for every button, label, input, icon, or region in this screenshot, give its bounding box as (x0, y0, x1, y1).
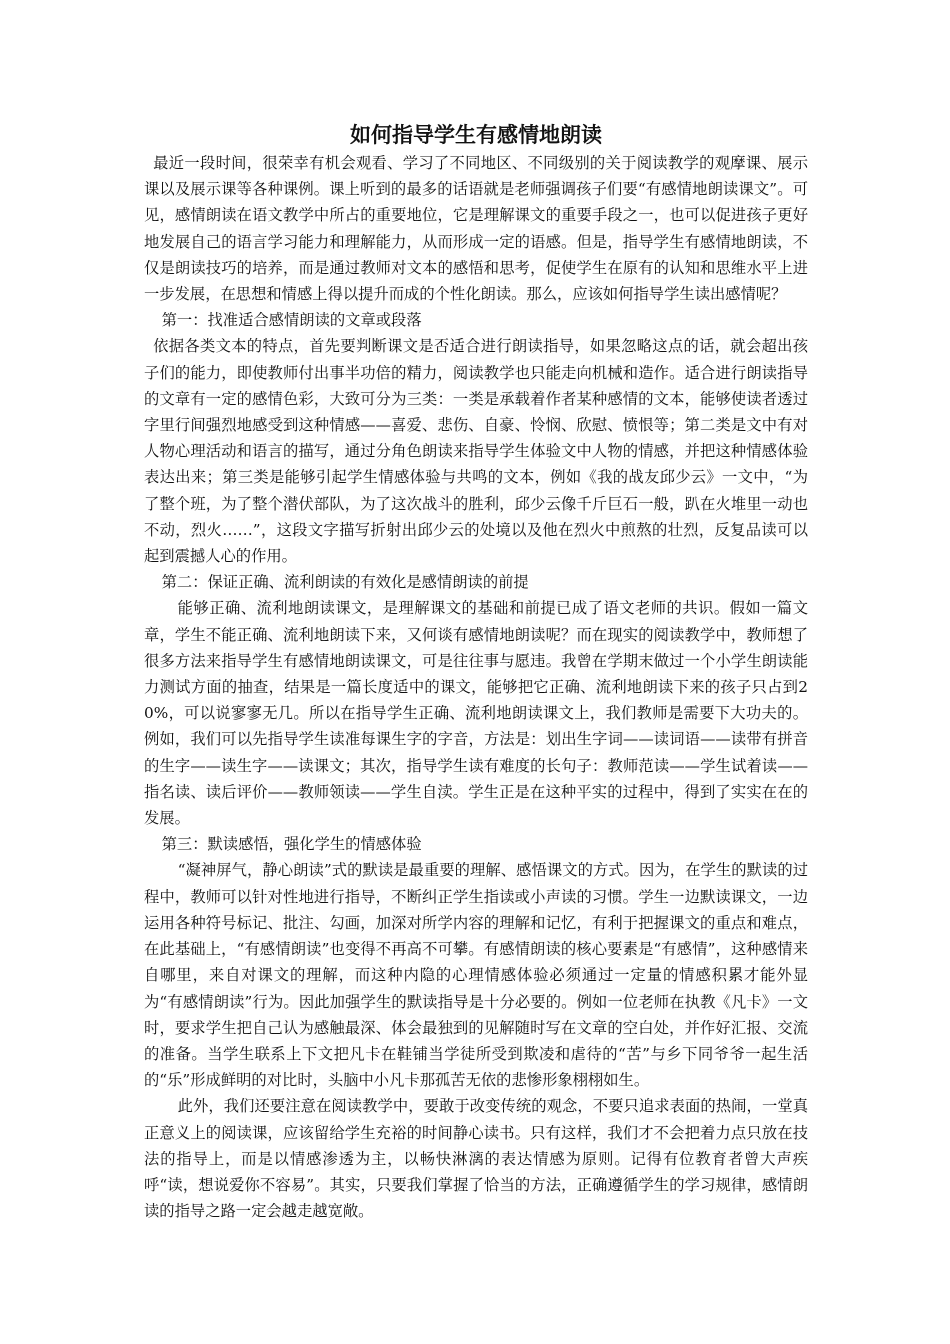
section-1-paragraph: 依据各类文本的特点，首先要判断课文是否适合进行朗读指导，如果忽略这点的话，就会超出孩子们的能力，即使教师付出事半功倍的精力，阅读教学也只能走向机械和造作。适合进行朗读指导的文章有一定的感情色彩，大致可分为三类：一类是承载着作者某种感情的文本，能够使读者透过字里行间强烈地感受到这种情感——喜爱、悲伤、自豪、怜悯、欣慰、愤恨等；第二类是文中有对人物心理活动和语言的描写，通过分角色朗读来指导学生体验文中人物的情感，并把这种情感体验表达出来；第三类是能够引起学生情感体验与共鸣的文本，例如《我的战友邱少云》一文中，“为了整个班，为了整个潜伏部队，为了这次战斗的胜利，邱少云像千斤巨石一般，趴在火堆里一动也不动，烈火……”，这段文字描写折射出邱少云的处境以及他在烈火中煎熬的壮烈，反复品读可以起到震撼人心的作用。 (144, 337, 808, 566)
section-heading-1: 第一：找准适合感情朗读的文章或段落 (161, 311, 422, 330)
intro-paragraph: 最近一段时间，很荣幸有机会观看、学习了不同地区、不同级别的关于阅读教学的观摩课、展示课以及展示课等各种课例。课上听到的最多的话语就是老师强调孩子们要“有感情地朗读课文”。可见，感情朗读在语文教学中所占的重要地位，它是理解课文的重要手段之一，也可以促进孩子更好地发展自己的语言学习能力和理解能力，从而形成一定的语感。但是，指导学生有感情地朗读，不仅是朗读技巧的培养，而是通过教师对文本的感悟和思考，促使学生在原有的认知和思维水平上进一步发展，在思想和情感上得以提升而成的个性化朗读。那么，应该如何指导学生读出感情呢？ (144, 154, 808, 304)
section-heading-2: 第二：保证正确、流利朗读的有效化是感情朗读的前提 (161, 573, 529, 592)
document-title: 如何指导学生有感情地朗读 (350, 123, 602, 147)
document-page (144, 120, 808, 1224)
section-heading-3: 第三：默读感悟，强化学生的情感体验 (161, 835, 422, 854)
section-3-paragraph: “凝神屏气，静心朗读”式的默读是最重要的理解、感悟课文的方式。因为，在学生的默读的过程中，教师可以针对性地进行指导，不断纠正学生指读或小声读的习惯。学生一边默读课文，一边运用各种符号标记、批注、勾画，加深对所学内容的理解和记忆，有利于把握课文的重点和难点，在此基础上，“有感情朗读”也变得不再高不可攀。有感情朗读的核心要素是“有感情”，这种感情来自哪里，来自对课文的理解，而这种内隐的心理情感体验必须通过一定量的情感积累才能外显为“有感情朗读”行为。因此加强学生的默读指导是十分必要的。例如一位老师在执教《凡卡》一文时，要求学生把自己认为感触最深、体会最独到的见解随时写在文章的空白处，并作好汇报、交流的准备。当学生联系上下文把凡卡在鞋铺当学徒所受到欺凌和虐待的“苦”与乡下同爷爷一起生活的“乐”形成鲜明的对比时，头脑中小凡卡那孤苦无依的悲惨形象栩栩如生。 (144, 861, 808, 1090)
section-2-paragraph: 能够正确、流利地朗读课文，是理解课文的基础和前提已成了语文老师的共识。假如一篇文章，学生不能正确、流利地朗读下来，又何谈有感情地朗读呢？而在现实的阅读教学中，教师想了很多方法来指导学生有感情地朗读课文，可是往往事与愿违。我曾在学期末做过一个小学生朗读能力测试方面的抽查，结果是一篇长度适中的课文，能够把它正确、流利地朗读下来的孩子只占到20%，可以说寥寥无几。所以在指导学生正确、流利地朗读课文上，我们教师是需要下大功夫的。例如，我们可以先指导学生读准每课生字的字音，方法是：划出生字词——读词语——读带有拼音的生字——读生字——读课文；其次，指导学生读有难度的长句子：教师范读——学生试着读——指名读、读后评价——教师领读——学生自渎。学生正是在这种平实的过程中，得到了实实在在的发展。 (144, 599, 808, 828)
conclusion-paragraph: 此外，我们还要注意在阅读教学中，要敢于改变传统的观念，不要只追求表面的热闹，一堂真正意义上的阅读课，应该留给学生充裕的时间静心读书。只有这样，我们才不会把着力点只放在技法的指导上，而是以情感渗透为主，以畅快淋漓的表达情感为原则。记得有位教育者曾大声疾呼“读，想说爱你不容易”。其实，只要我们掌握了恰当的方法，正确遵循学生的学习规律，感情朗读的指导之路一定会越走越宽敞。 (144, 1097, 808, 1221)
